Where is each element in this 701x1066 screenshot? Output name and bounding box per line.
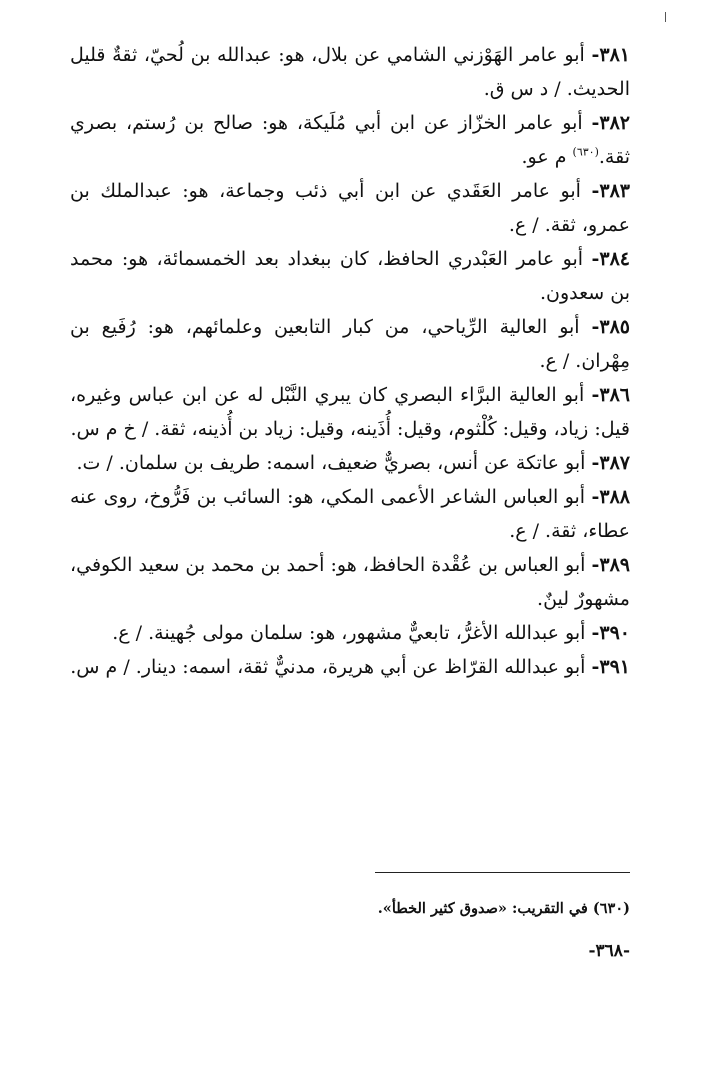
entry-382: [70, 106, 630, 174]
footnote: (٦٣٠) في التقريب: «صدوق كثير الخطأ».: [377, 900, 630, 917]
entry-text: أبو عامر العَبْدري الحافظ، كان ببغداد بعد الخمسمائة، هو: محمد بن سعدون.: [70, 248, 630, 304]
scan-edge-mark: [665, 12, 666, 22]
entry-text: أبو عامر الهَوْزني الشامي عن بلال، هو: عبدالله بن لُحيّ، ثقةٌ قليل الحديث. / د س ق.: [70, 44, 630, 100]
entry-number: ٣٨٧-: [591, 452, 630, 474]
entry-text: أبو عبدالله الأغرُّ، تابعيٌّ مشهور، هو: سلمان مولى جُهينة. / ع.: [112, 622, 586, 644]
entry-number: ٣٨٩-: [591, 554, 631, 576]
entry-383: [70, 174, 630, 242]
entry-384: [70, 242, 630, 310]
entry-text: أبو العباس بن عُقْدة الحافظ، هو: أحمد بن محمد بن سعيد الكوفي، مشهورٌ لينٌ.: [70, 554, 630, 610]
entry-text: أبو العالية البرَّاء البصري كان يبري النَّبْل له عن ابن عباس وغيره، قيل: زياد، وقيل: كُلْثوم، وقيل: أُذَينه، وقيل: زياد بن أُذينه، ثقة. / خ م س.: [70, 384, 630, 440]
footnote-separator: [375, 872, 630, 873]
entry-number: ٣٩١-: [591, 656, 630, 678]
entry-number: ٣٨٥-: [591, 316, 630, 338]
entry-388: [70, 480, 630, 548]
entry-text: أبو عامر العَقَدي عن ابن أبي ذئب وجماعة، هو: عبدالملك بن عمرو، ثقة. / ع.: [70, 180, 630, 236]
entry-text: أبو العالية الرِّياحي، من كبار التابعين وعلمائهم، هو: رُفَيع بن مِهْران. / ع.: [70, 316, 630, 372]
entry-text: أبو عبدالله القرّاظ عن أبي هريرة، مدنيٌّ ثقة، اسمه: دينار. / م س.: [70, 656, 586, 678]
entry-text-tail: م عو.: [521, 146, 573, 168]
entry-text: أبو العباس الشاعر الأعمى المكي، هو: السائب بن فَرُّوخ، روى عنه عطاء، ثقة. / ع.: [70, 486, 630, 542]
entry-387: [70, 446, 630, 480]
page-number: -٣٦٨-: [588, 941, 630, 961]
entries-list: [70, 38, 630, 684]
entry-text: أبو عامر الخزّاز عن ابن أبي مُلَيكة، هو: صالح بن رُستم، بصري ثقة.: [70, 112, 630, 168]
entry-number: ٣٨٤-: [591, 248, 630, 270]
entry-381: [70, 38, 630, 106]
entry-386: [70, 378, 630, 446]
entry-number: ٣٨٦-: [591, 384, 630, 406]
entry-number: ٣٩٠-: [591, 622, 630, 644]
entry-390: [70, 616, 630, 650]
entry-389: [70, 548, 630, 616]
entry-text: أبو عاتكة عن أنس، بصريٌّ ضعيف، اسمه: طريف بن سلمان. / ت.: [76, 452, 586, 474]
entry-number: ٣٨٨-: [591, 486, 630, 508]
entry-385: [70, 310, 630, 378]
entry-number: ٣٨١-: [591, 44, 630, 66]
entry-number: ٣٨٣-: [591, 180, 630, 202]
entry-number: ٣٨٢-: [591, 112, 630, 134]
footnote-reference[interactable]: (٦٣٠): [572, 145, 599, 159]
entry-391: [70, 650, 630, 684]
